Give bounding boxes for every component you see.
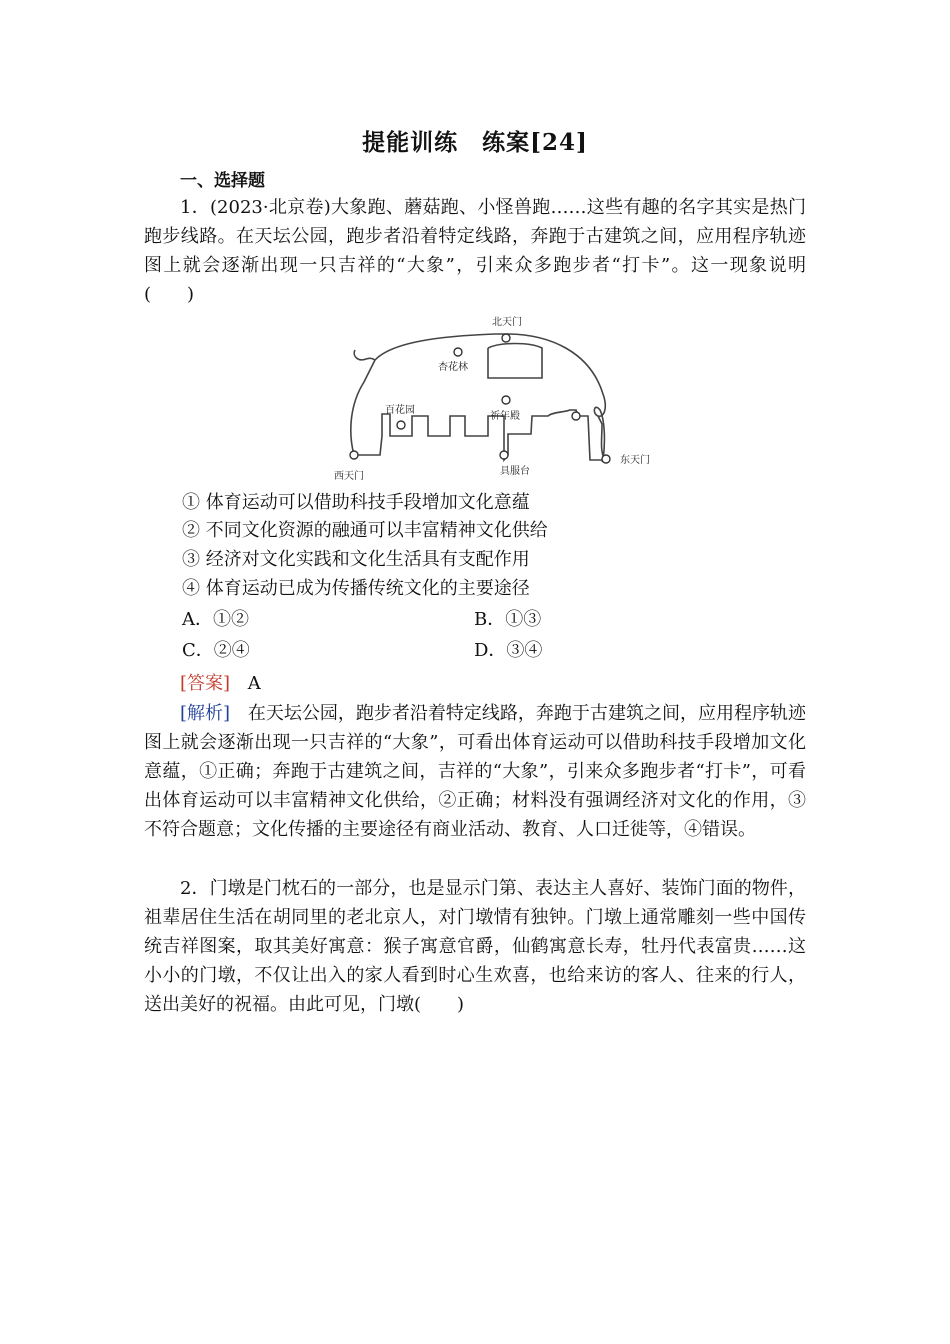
elephant-route-map — [320, 312, 660, 484]
label-north-gate: 北天门 — [492, 317, 522, 328]
question-1-stem: 1．(2023·北京卷)大象跑、蘑菇跑、小怪兽跑……这些有趣的名字其实是热门跑步线路。在天坛公园，跑步者沿着特定线路，奔跑于古建筑之间，应用程序轨迹图上就会逐渐出现一只吉祥的“大象”，引来众多跑步者“打卡”。这一现象说明( ) — [144, 197, 806, 305]
label-flower-garden: 百花园 — [385, 405, 415, 416]
statement-2: ② 不同文化资源的融通可以丰富精神文化供给 — [182, 520, 548, 541]
question-2-stem: 2．门墩是门枕石的一部分，也是显示门第、表达主人喜好、装饰门面的物件，祖辈居住生活在胡同里的老北京人，对门墩情有独钟。门墩上通常雕刻一些中国传统吉祥图案，取其美好寓意：猴子寓意官爵，仙鹤寓意长寿，牡丹代表富贵……这小小的门墩，不仅让出入的家人看到时心生欢喜，也给来访的客人、往来的行人，送出美好的祝福。由此可见，门墩( ) — [144, 878, 806, 1015]
east-gate-marker — [602, 455, 610, 463]
statement-4: ④ 体育运动已成为传播传统文化的主要途径 — [182, 578, 530, 599]
elephant-route-path — [351, 334, 605, 460]
choice-c: C．②④ — [182, 640, 250, 661]
analysis-text: 在天坛公园，跑步者沿着特定线路，奔跑于古建筑之间，应用程序轨迹图上就会逐渐出现一只吉祥的“大象”，可看出体育运动可以借助科技手段增加文化意蕴，①正确；奔跑于古建筑之间，吉祥的“大象”，引来众多跑步者“打卡”，可看出体育运动可以丰富精神文化供给，②正确；材料没有强调经济对文化的作用，③不符合题意；文化传播的主要途径有商业活动、教育、人口迁徙等，④错误。 — [144, 703, 807, 840]
answer-tag: [答案] — [180, 673, 231, 694]
analysis-paragraph — [144, 699, 806, 844]
analysis-tag: [解析] — [180, 703, 231, 724]
pavilion-marker — [572, 412, 580, 420]
prayer-hall-marker — [502, 396, 510, 404]
label-prayer-hall: 祈年殿 — [490, 411, 520, 422]
page-title: 提能训练 练案[24] — [362, 129, 588, 156]
answer-line — [180, 669, 261, 698]
choice-d: D．③④ — [474, 640, 543, 661]
section-heading: 一、选择题 — [180, 171, 265, 191]
statement-1: ① 体育运动可以借助科技手段增加文化意蕴 — [182, 492, 530, 513]
choice-a: A．①② — [182, 609, 249, 630]
flower-garden-marker — [397, 421, 405, 429]
choice-b: B．①③ — [474, 609, 542, 630]
label-west-gate: 西天门 — [334, 471, 364, 482]
label-jufu-platform: 具服台 — [500, 466, 530, 477]
west-gate-marker — [350, 451, 358, 459]
north-gate-marker — [502, 334, 510, 342]
jufu-platform-marker — [500, 451, 508, 459]
label-east-gate: 东天门 — [620, 455, 650, 466]
answer-value: A — [247, 673, 261, 694]
statement-3: ③ 经济对文化实践和文化生活具有支配作用 — [182, 549, 530, 570]
inner-building-path — [488, 344, 542, 379]
label-apricot-grove: 杏花林 — [438, 362, 468, 373]
apricot-grove-marker — [454, 348, 462, 356]
